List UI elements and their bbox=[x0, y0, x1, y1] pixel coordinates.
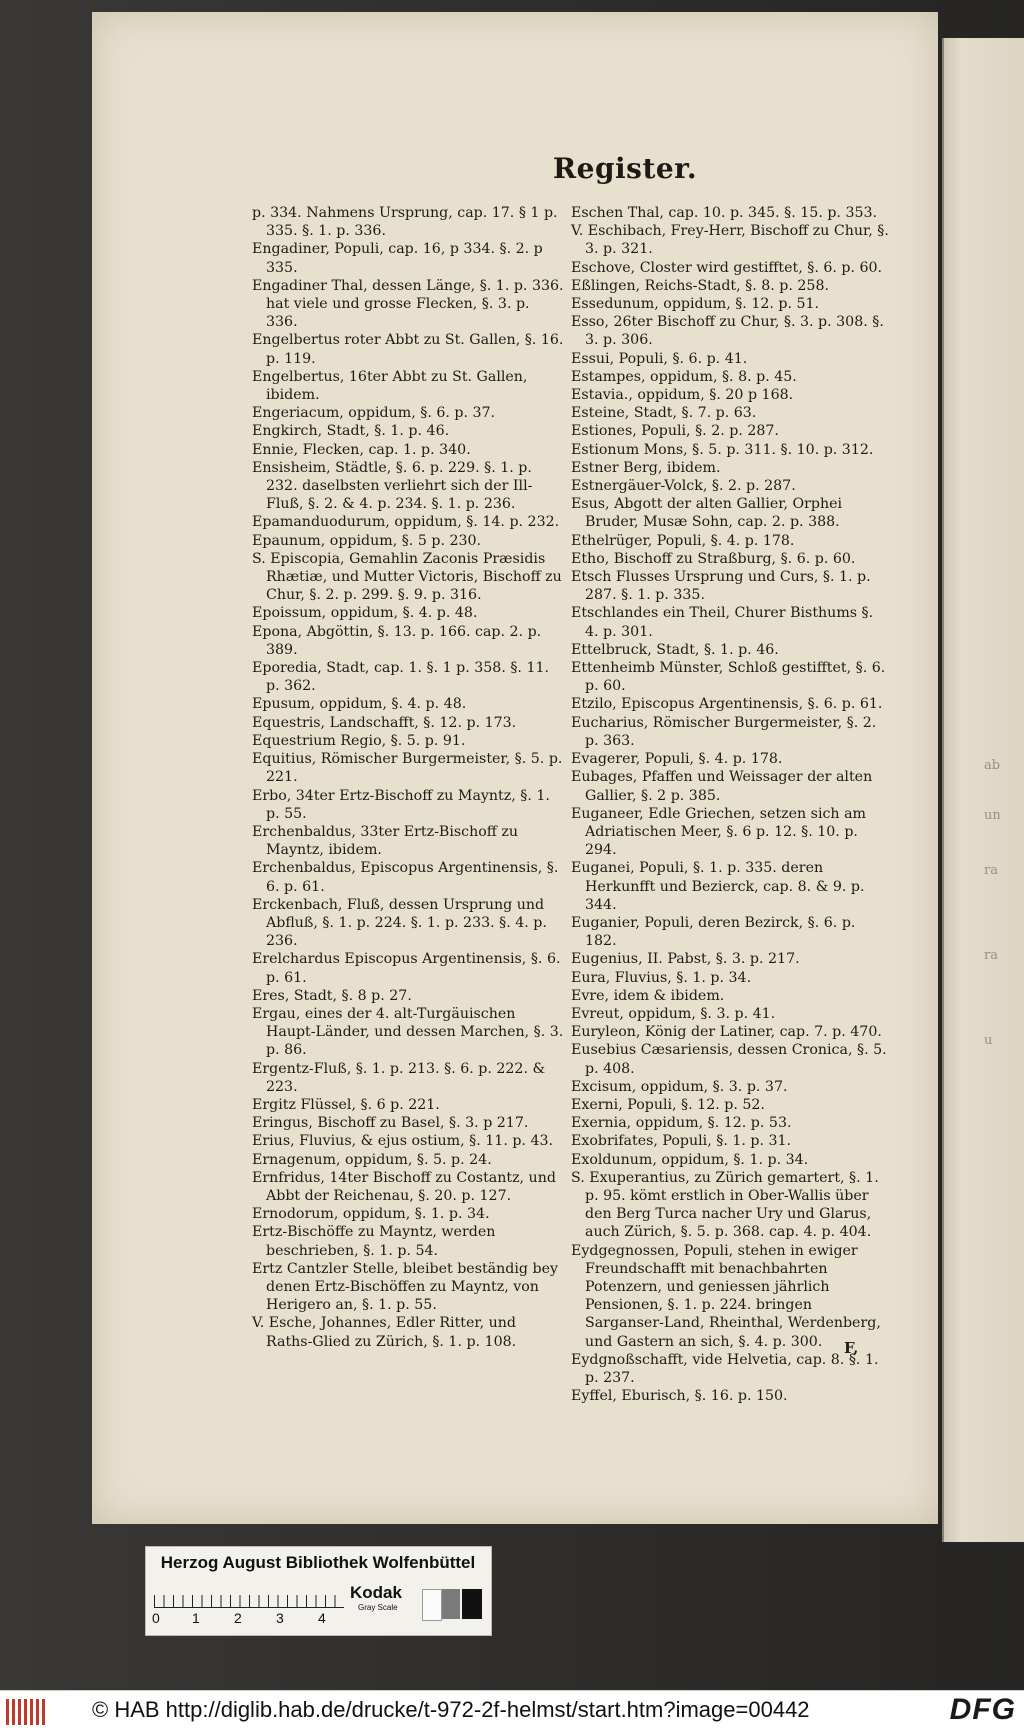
register-entry: Erelchardus Episcopus Argentinensis, §. 6. p. 61. bbox=[252, 951, 561, 986]
dfg-logo: DFG bbox=[949, 1693, 1016, 1726]
white-swatch bbox=[422, 1589, 442, 1621]
register-column-left bbox=[252, 204, 564, 1351]
register-entry: Eres, Stadt, §. 8 p. 27. bbox=[252, 987, 412, 1004]
register-entry: Equitius, Römischer Burgermeister, §. 5. p. 221. bbox=[252, 751, 563, 786]
facing-page-edge bbox=[942, 38, 1024, 1542]
register-entry: Ergentz-Fluß, §. 1. p. 213. §. 6. p. 222. & 223. bbox=[252, 1060, 546, 1095]
facing-page-text: un bbox=[984, 808, 1001, 823]
register-entry: Estiones, Populi, §. 2. p. 287. bbox=[571, 423, 779, 440]
page-title: Register. bbox=[552, 152, 698, 185]
register-entry: Ensisheim, Städtle, §. 6. p. 229. §. 1. p. 232. daselbsten verliehrt sich der Ill-Fluß, §. 2. & 4. p. 234. §. 1. p. 236. bbox=[252, 459, 533, 513]
register-entry: Estionum Mons, §. 5. p. 311. §. 10. p. 312. bbox=[571, 441, 874, 458]
register-entry: Erchenbaldus, Episcopus Argentinensis, §. 6. p. 61. bbox=[252, 860, 559, 895]
register-entry: Equestris, Landschafft, §. 12. p. 173. bbox=[252, 714, 517, 731]
register-entry: Exoldunum, oppidum, §. 1. p. 34. bbox=[571, 1151, 809, 1168]
register-column-right bbox=[571, 204, 891, 1405]
register-entry: Evre, idem & ibidem. bbox=[571, 987, 725, 1004]
gray-scale-label: Gray Scale bbox=[358, 1603, 398, 1612]
register-entry: Engelbertus roter Abbt zu St. Gallen, §. 16. p. 119. bbox=[252, 332, 564, 367]
register-entry: Evagerer, Populi, §. 4. p. 178. bbox=[571, 751, 783, 768]
register-entry: Ettenheimb Münster, Schloß gestifftet, §. 6. p. 60. bbox=[571, 660, 886, 695]
library-name: Herzog August Bibliothek Wolfenbüttel bbox=[160, 1553, 476, 1572]
ruler-number: 3 bbox=[276, 1610, 284, 1626]
register-entry: Erckenbach, Fluß, dessen Ursprung und Abfluß, §. 1. p. 224. §. 1. p. 233. §. 4. p. 236. bbox=[252, 896, 547, 950]
register-entry: Eubages, Pfaffen und Weissager der alten Gallier, §. 2 p. 385. bbox=[571, 769, 873, 804]
register-entry: Engeriacum, oppidum, §. 6. p. 37. bbox=[252, 405, 496, 422]
document-page bbox=[92, 12, 938, 1524]
register-entry: V. Esche, Johannes, Edler Ritter, und Raths-Glied zu Zürich, §. 1. p. 108. bbox=[252, 1315, 517, 1350]
register-entry: Eydgegnossen, Populi, stehen in ewiger Freundschafft mit benachbahrten Potenzern, und geniessen jährlich Pensionen, §. 1. p. 224. bringen Sarganser-Land, Rheinthal, Werdenberg, und Gastern an sich, §. 4. p. 300. bbox=[571, 1242, 881, 1350]
register-entry: Engadiner Thal, dessen Länge, §. 1. p. 336. hat viele und grosse Flecken, §. 3. p. 336. bbox=[252, 277, 564, 331]
register-entry: Eporedia, Stadt, cap. 1. §. 1 p. 358. §. 11. p. 362. bbox=[252, 660, 550, 695]
register-entry: Erius, Fluvius, & ejus ostium, §. 11. p. 43. bbox=[252, 1133, 554, 1150]
register-entry: Exobrifates, Populi, §. 1. p. 31. bbox=[571, 1133, 792, 1150]
register-entry: Eringus, Bischoff zu Basel, §. 3. p 217. bbox=[252, 1115, 529, 1132]
register-entry: Evreut, oppidum, §. 3. p. 41. bbox=[571, 1005, 776, 1022]
register-entry: Eschove, Closter wird gestifftet, §. 6. p. 60. bbox=[571, 259, 883, 276]
register-entry: Engadiner, Populi, cap. 16, p 334. §. 2. p 335. bbox=[252, 241, 543, 276]
register-entry: Estnergäuer-Volck, §. 2. p. 287. bbox=[571, 478, 796, 495]
register-entry: Erbo, 34ter Ertz-Bischoff zu Mayntz, §. 1. p. 55. bbox=[252, 787, 550, 822]
register-entry: Ettelbruck, Stadt, §. 1. p. 46. bbox=[571, 641, 779, 658]
gray-swatch bbox=[442, 1589, 460, 1619]
ruler-number: 2 bbox=[234, 1610, 242, 1626]
register-entry: Equestrium Regio, §. 5. p. 91. bbox=[252, 732, 466, 749]
register-entry: Euganei, Populi, §. 1. p. 335. deren Herkunfft und Bezierck, cap. 8. & 9. p. 344. bbox=[571, 860, 865, 913]
footer-bar bbox=[0, 1690, 1024, 1731]
kodak-brand: Kodak bbox=[350, 1583, 402, 1602]
page-header bbox=[92, 152, 938, 185]
register-entry: Eyffel, Eburisch, §. 16. p. 150. bbox=[571, 1388, 788, 1405]
facing-page-text: u bbox=[984, 1033, 993, 1048]
register-entry: Eusebius Cæsariensis, dessen Cronica, §. 5. p. 408. bbox=[571, 1042, 887, 1077]
register-entry: Euganeer, Edle Griechen, setzen sich am Adriatischen Meer, §. 6 p. 12. §. 10. p. 294. bbox=[571, 805, 866, 859]
register-entry: Epusum, oppidum, §. 4. p. 48. bbox=[252, 696, 467, 713]
register-entry: p. 334. Nahmens Ursprung, cap. 17. § 1 p. 335. §. 1. p. 336. bbox=[252, 205, 558, 240]
kodak-label bbox=[344, 1583, 414, 1623]
register-entry: Eßlingen, Reichs-Stadt, §. 8. p. 258. bbox=[571, 277, 829, 294]
facing-page-text: ab bbox=[984, 758, 1001, 773]
register-entry: Etschlandes ein Theil, Churer Bisthums §. 4. p. 301. bbox=[571, 605, 874, 640]
hab-logo-icon bbox=[6, 1699, 46, 1725]
register-entry: Etsch Flusses Ursprung und Curs, §. 1. p. 287. §. 1. p. 335. bbox=[571, 569, 871, 604]
register-entry: Eschen Thal, cap. 10. p. 345. §. 15. p. 353. bbox=[571, 205, 878, 221]
facing-page-text: ra bbox=[984, 863, 998, 878]
register-entry: Epona, Abgöttin, §. 13. p. 166. cap. 2. p. 389. bbox=[252, 623, 542, 658]
ruler-number: 0 bbox=[152, 1610, 160, 1626]
register-entry: Ergau, eines der 4. alt-Turgäuischen Haupt-Länder, und dessen Marchen, §. 3. p. 86. bbox=[252, 1005, 564, 1059]
register-entry: S. Exuperantius, zu Zürich gemartert, §. 1. p. 95. kömt erstlich in Ober-Wallis über den Berg Turca nacher Ury und Glarus, auch Zürich, §. 5. p. 368. cap. 4. p. 404. bbox=[571, 1169, 879, 1241]
scale-ruler bbox=[154, 1585, 344, 1608]
register-entry: Ernodorum, oppidum, §. 1. p. 34. bbox=[252, 1206, 490, 1223]
register-entry: Estavia., oppidum, §. 20 p 168. bbox=[571, 387, 794, 404]
register-entry: Engkirch, Stadt, §. 1. p. 46. bbox=[252, 423, 450, 440]
register-entry: Erchenbaldus, 33ter Ertz-Bischoff zu Mayntz, ibidem. bbox=[252, 823, 518, 859]
register-entry: Etzilo, Episcopus Argentinensis, §. 6. p. 61. bbox=[571, 696, 883, 713]
register-entry: Ertz Cantzler Stelle, bleibet beständig bey denen Ertz-Bischöffen zu Mayntz, von Herigero an, §. 1. p. 55. bbox=[252, 1260, 558, 1314]
register-entry: Etho, Bischoff zu Straßburg, §. 6. p. 60. bbox=[571, 550, 856, 567]
register-entry: Ertz-Bischöffe zu Mayntz, werden beschrieben, §. 1. p. 54. bbox=[252, 1224, 496, 1259]
register-entry: Euganier, Populi, deren Bezirck, §. 6. p. 182. bbox=[571, 914, 856, 950]
register-entry: Eucharius, Römischer Burgermeister, §. 2. p. 363. bbox=[571, 714, 877, 749]
permalink-url[interactable]: © HAB http://diglib.hab.de/drucke/t-972-2f-helmst/start.htm?image=00442 bbox=[92, 1697, 810, 1722]
register-entry: Exernia, oppidum, §. 12. p. 53. bbox=[571, 1115, 792, 1132]
register-entry: Eura, Fluvius, §. 1. p. 34. bbox=[571, 969, 752, 986]
register-entry: Estner Berg, ibidem. bbox=[571, 459, 721, 476]
register-entry: Essedunum, oppidum, §. 12. p. 51. bbox=[571, 296, 820, 313]
facing-page-text: ra bbox=[984, 948, 998, 963]
register-entry: Excisum, oppidum, §. 3. p. 37. bbox=[571, 1078, 788, 1095]
register-entry: Epaunum, oppidum, §. 5 p. 230. bbox=[252, 532, 482, 549]
register-entry: Engelbertus, 16ter Abbt zu St. Gallen, ibidem. bbox=[252, 368, 528, 404]
register-entry: Ergitz Flüssel, §. 6 p. 221. bbox=[252, 1096, 440, 1113]
register-entry: V. Eschibach, Frey-Herr, Bischoff zu Chur, §. 3. p. 321. bbox=[571, 223, 889, 258]
register-entry: Ennie, Flecken, cap. 1. p. 340. bbox=[252, 441, 471, 458]
register-entry: Ernagenum, oppidum, §. 5. p. 24. bbox=[252, 1151, 492, 1168]
register-entry: Epoissum, oppidum, §. 4. p. 48. bbox=[252, 605, 478, 622]
register-entry: Esteine, Stadt, §. 7. p. 63. bbox=[571, 405, 757, 422]
ruler-number: 1 bbox=[192, 1610, 200, 1626]
color-reference-strip bbox=[145, 1546, 492, 1636]
register-entry: Eugenius, II. Pabst, §. 3. p. 217. bbox=[571, 951, 800, 968]
register-entry: Eydgnoßschafft, vide Helvetia, cap. 8. §. 1. p. 237. bbox=[571, 1351, 879, 1386]
register-entry: Ethelrüger, Populi, §. 4. p. 178. bbox=[571, 532, 795, 549]
register-entry: Epamanduodurum, oppidum, §. 14. p. 232. bbox=[252, 514, 560, 531]
register-entry: Esso, 26ter Bischoff zu Chur, §. 3. p. 308. §. 3. p. 306. bbox=[571, 314, 884, 349]
catchword: F, bbox=[844, 1339, 859, 1357]
black-swatch bbox=[462, 1589, 482, 1619]
register-entry: Ernfridus, 14ter Bischoff zu Costantz, und Abbt der Reichenau, §. 20. p. 127. bbox=[252, 1169, 556, 1204]
register-entry: Essui, Populi, §. 6. p. 41. bbox=[571, 350, 748, 367]
register-entry: Euryleon, König der Latiner, cap. 7. p. 470. bbox=[571, 1024, 882, 1041]
register-entry: Exerni, Populi, §. 12. p. 52. bbox=[571, 1096, 765, 1113]
register-entry: Esus, Abgott der alten Gallier, Orphei Bruder, Musæ Sohn, cap. 2. p. 388. bbox=[571, 496, 843, 531]
ruler-number: 4 bbox=[318, 1610, 326, 1626]
register-entry: S. Episcopia, Gemahlin Zaconis Præsidis Rhætiæ, und Mutter Victoris, Bischoff zu Chur, §. 2. p. 299. §. 9. p. 316. bbox=[252, 550, 562, 604]
register-entry: Estampes, oppidum, §. 8. p. 45. bbox=[571, 368, 797, 385]
